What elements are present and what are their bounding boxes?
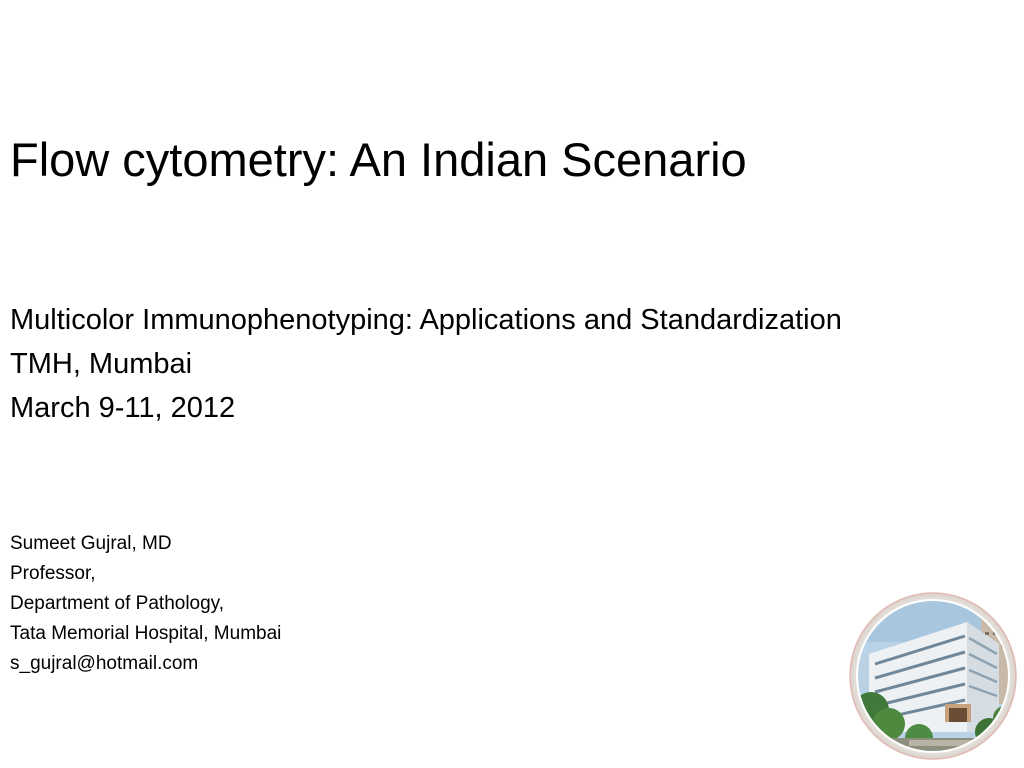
author-department: Department of Pathology,	[10, 593, 225, 614]
event-info	[10, 298, 842, 430]
event-venue: TMH, Mumbai	[10, 348, 193, 380]
author-info	[10, 529, 281, 679]
author-name: Sumeet Gujral, MD	[10, 533, 172, 554]
author-position: Professor,	[10, 563, 96, 584]
event-name: Multicolor Immunophenotyping: Applications and Standardization	[10, 304, 842, 336]
hospital-building-photo	[849, 592, 1017, 760]
slide-title: Flow cytometry: An Indian Scenario	[10, 133, 747, 186]
author-email: s_gujral@hotmail.com	[10, 653, 199, 674]
event-date: March 9-11, 2012	[10, 392, 236, 424]
author-institution: Tata Memorial Hospital, Mumbai	[10, 623, 282, 644]
